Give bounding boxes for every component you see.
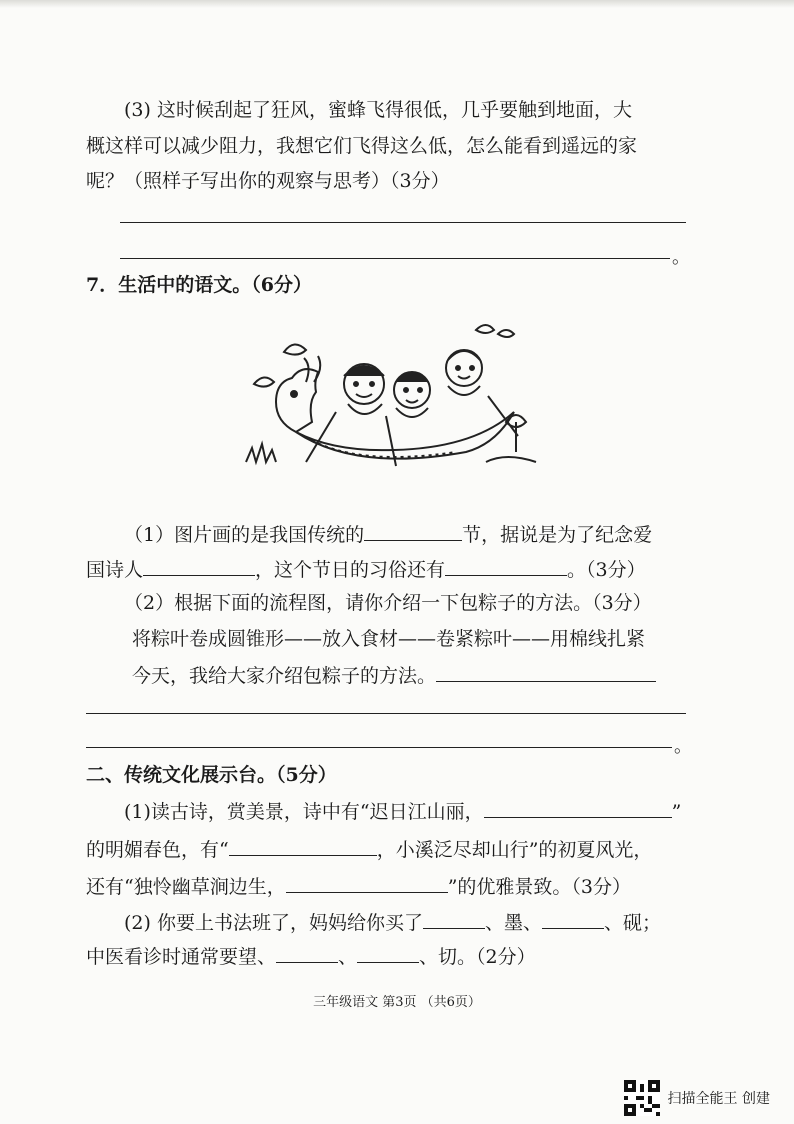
- text: 的明媚春色，有“: [86, 839, 229, 861]
- bird-icon: [476, 325, 494, 333]
- answer-blank[interactable]: [436, 661, 656, 682]
- end-mark: 。: [672, 247, 690, 268]
- section2-item1-line2: [86, 835, 652, 863]
- qr-code-icon: [624, 1080, 660, 1116]
- text: ，这个节日的习俗还有: [255, 559, 446, 581]
- text: 。（3分）: [567, 559, 646, 581]
- diagnosis-blank-2[interactable]: [357, 942, 419, 963]
- section2-title: 二、传统文化展示台。（5分）: [86, 764, 337, 786]
- section2-item1-line3: [86, 872, 631, 900]
- text: 、墨、: [484, 912, 542, 934]
- q7-item2-prompt: [132, 661, 656, 689]
- section2-item2-line1: [124, 908, 661, 936]
- text: 节，据说是为了纪念爱: [462, 524, 653, 546]
- poem-blank-3[interactable]: [286, 872, 448, 893]
- answer-line[interactable]: [120, 258, 670, 259]
- text: (2) 你要上书法班了，妈妈给你买了: [124, 912, 423, 934]
- text: ”的优雅景致。（3分）: [447, 876, 632, 898]
- q7-item2-line1: （2）根据下面的流程图，请你介绍一下包粽子的方法。（3分）: [124, 592, 652, 614]
- stationery-blank-2[interactable]: [542, 908, 604, 929]
- answer-line[interactable]: [86, 747, 672, 748]
- text: 还有“独怜幽草涧边生，: [86, 876, 286, 898]
- poem-blank-1[interactable]: [484, 797, 672, 818]
- dragon-boat-illustration: [236, 312, 546, 492]
- festival-blank[interactable]: [364, 520, 462, 541]
- q7-item1-line2: [86, 555, 646, 583]
- text: (1)读古诗，赏美景，诗中有“迟日江山丽，: [124, 801, 484, 823]
- text: 中医看诊时通常要望、: [86, 946, 277, 968]
- q6-item3-line1: (3) 这时候刮起了狂风，蜜蜂飞得很低，几乎要触到地面，大: [124, 99, 632, 121]
- bird-icon: [498, 330, 514, 337]
- q7-title: 7．生活中的语文。（6分）: [86, 274, 312, 296]
- bird-icon: [284, 344, 306, 354]
- diagnosis-blank-1[interactable]: [276, 942, 338, 963]
- q6-item3-line3: 呢？（照样子写出你的观察与思考）（3分）: [86, 170, 450, 192]
- answer-line[interactable]: [86, 713, 686, 714]
- end-mark: 。: [674, 736, 692, 757]
- text: （1）图片画的是我国传统的: [124, 524, 365, 546]
- poet-blank[interactable]: [143, 555, 255, 576]
- stationery-blank-1[interactable]: [423, 908, 485, 929]
- boat-hull: [296, 412, 514, 459]
- dragon-head: [276, 369, 318, 432]
- text: ，小溪泛尽却山行”的初夏风光，: [376, 839, 653, 861]
- q7-item2-flow: 将粽叶卷成圆锥形——放入食材——卷紧粽叶——用棉线扎紧: [132, 628, 646, 650]
- scan-edge: [0, 0, 794, 8]
- bird-icon: [254, 377, 274, 386]
- q7-item1-line1: [124, 520, 652, 548]
- section2-item1-line1: [124, 797, 681, 825]
- text: ”: [671, 801, 682, 823]
- text: 、砚；: [603, 912, 661, 934]
- answer-line[interactable]: [120, 222, 686, 223]
- text: 、: [338, 946, 358, 968]
- custom-blank[interactable]: [445, 555, 567, 576]
- text: 、切。（2分）: [419, 946, 536, 968]
- text: 今天，我给大家介绍包粽子的方法。: [132, 665, 437, 687]
- q6-item3-line2: 概这样可以减少阻力，我想它们飞得这么低，怎么能看到遥远的家: [86, 135, 638, 157]
- watermark-text: 扫描全能王 创建: [667, 1091, 770, 1107]
- scanner-watermark: [624, 1080, 770, 1116]
- poem-blank-2[interactable]: [229, 835, 377, 856]
- text: 国诗人: [86, 559, 144, 581]
- section2-item2-line2: [86, 942, 536, 970]
- page-footer: 三年级语文 第3页 （共6页）: [313, 995, 481, 1010]
